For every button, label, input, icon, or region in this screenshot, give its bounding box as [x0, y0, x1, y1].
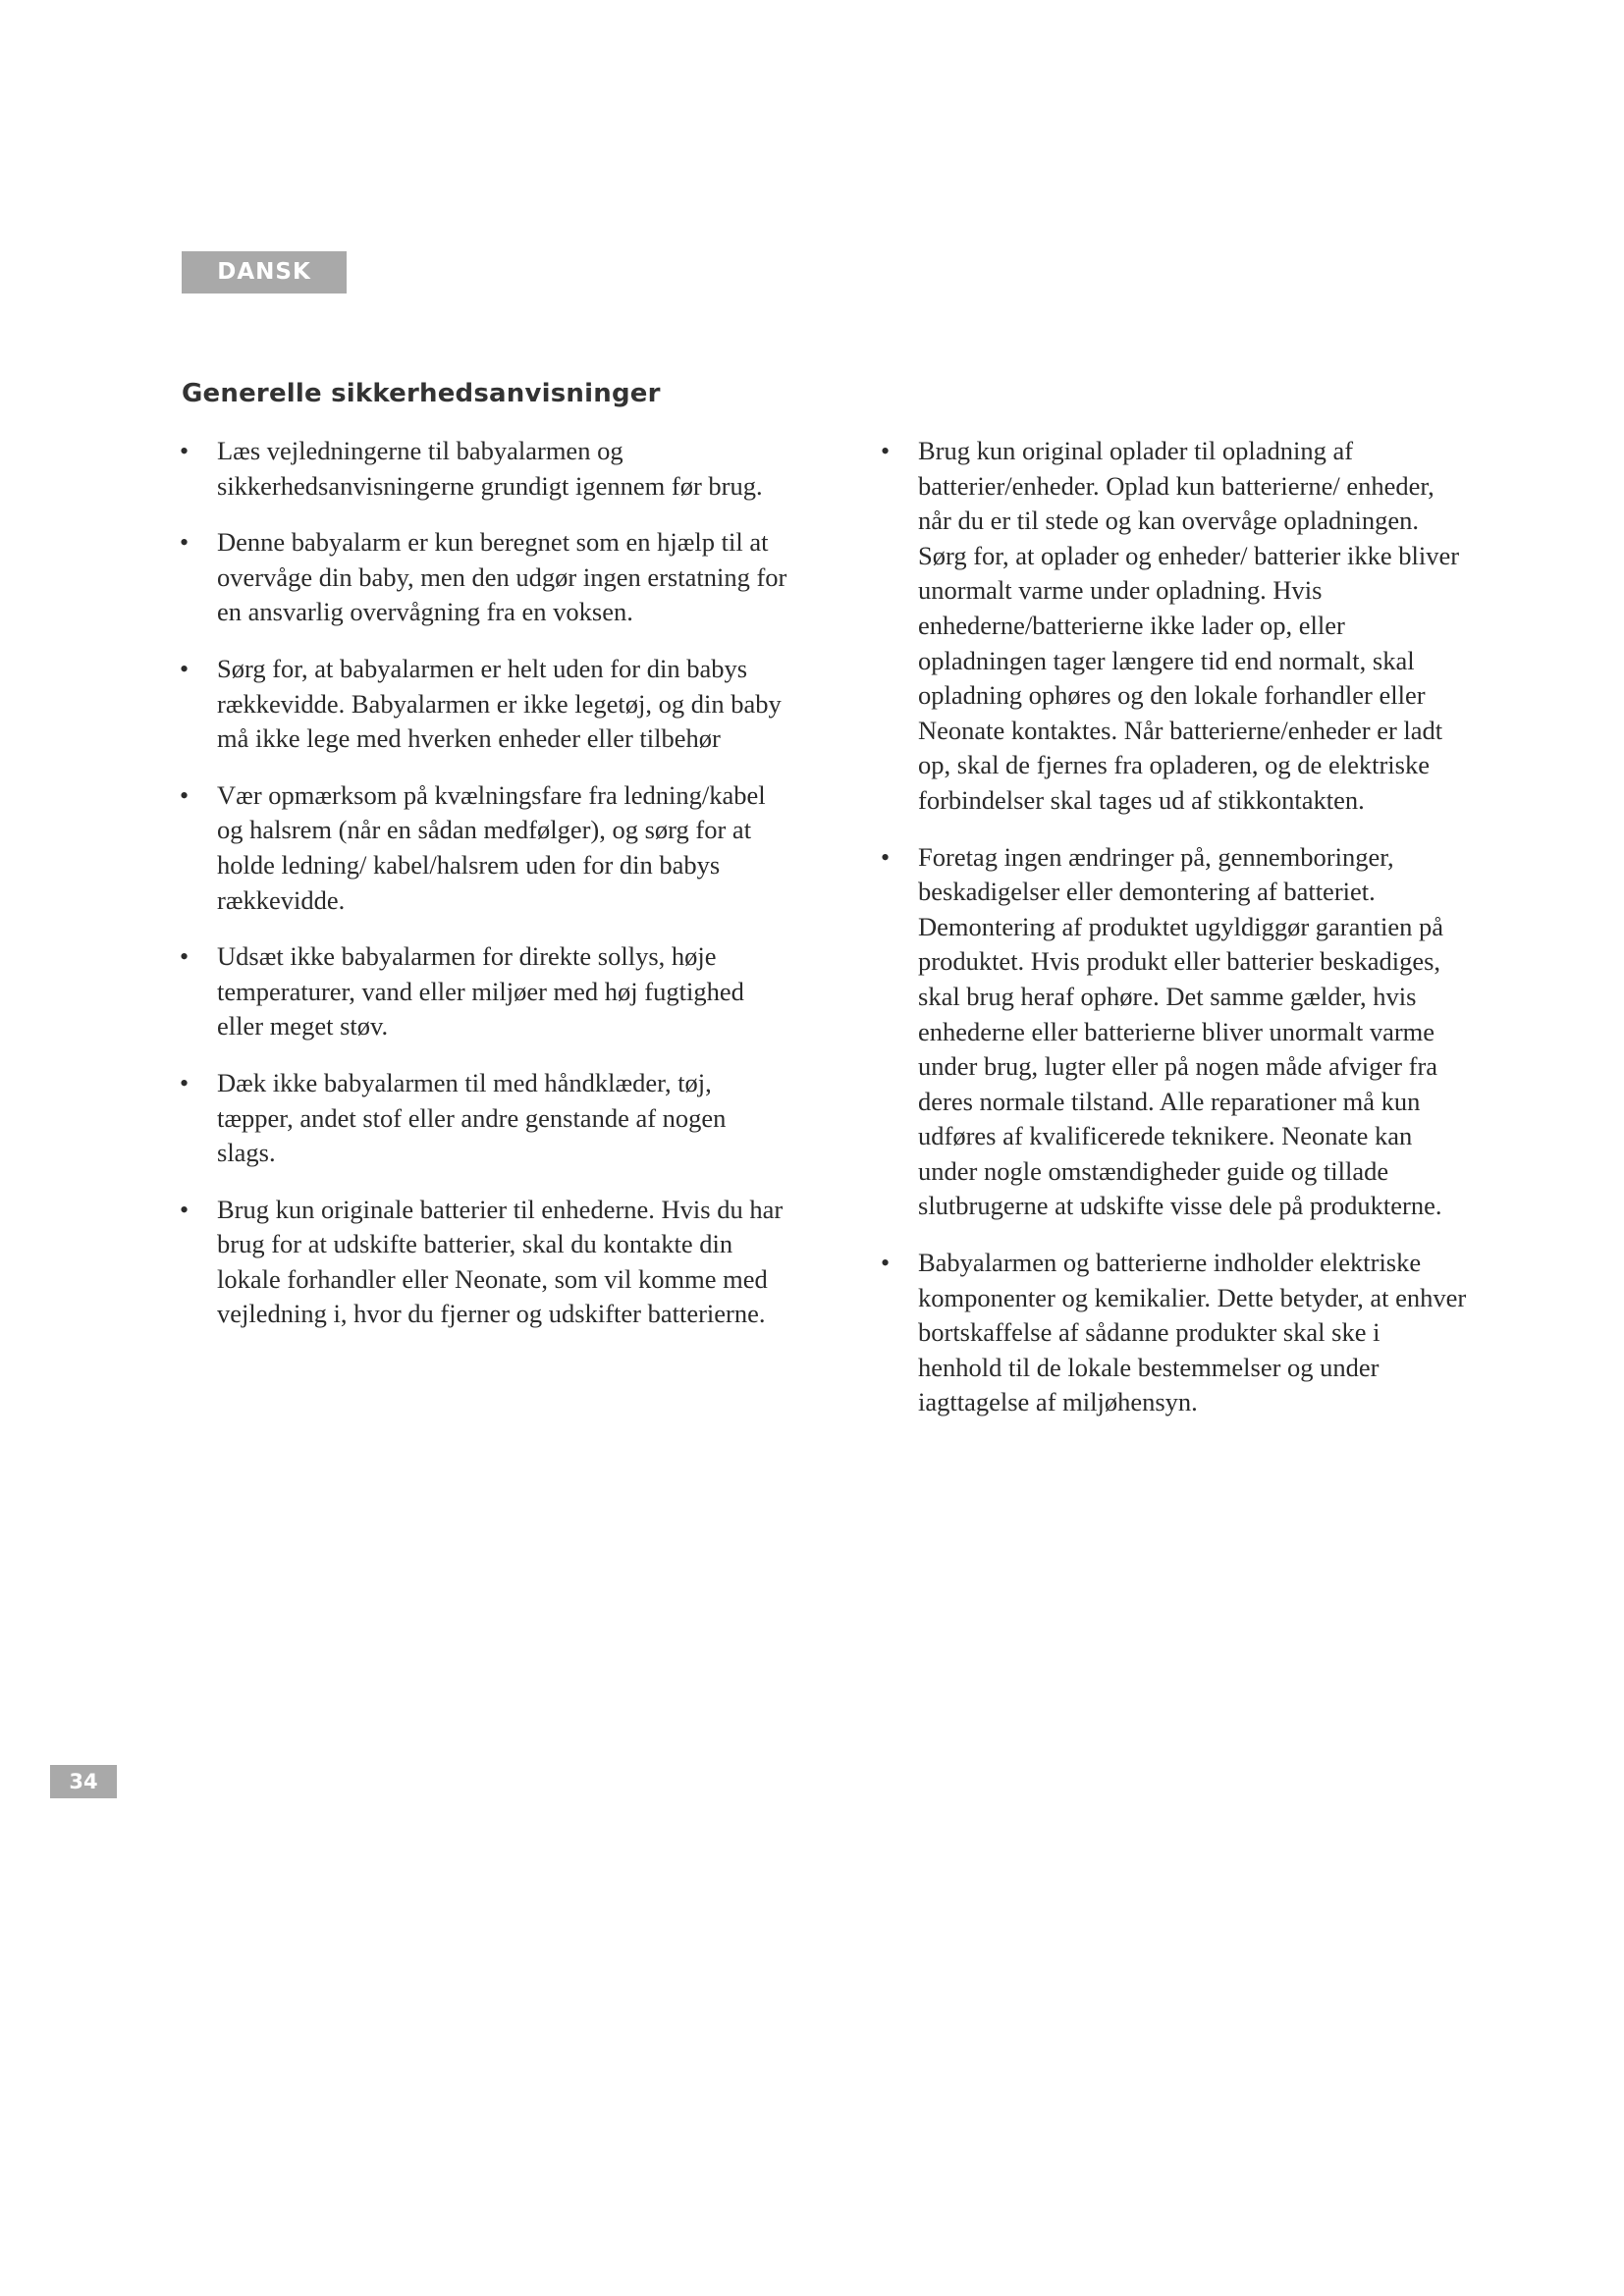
list-item-text: Brug kun originale batterier til enhederne. Hvis du har brug for at udskifte batterier, skal du kontakte din lokale forhandler eller Neonate, som vil komme med vejledning i, hvor du fjerner og udskifter batterierne. — [217, 1194, 784, 1329]
list-item-text: Foretag ingen ændringer på, gennemboringer, beskadigelser eller demontering af batteriet. Demontering af produktet ugyldiggør garantien på produktet. Hvis produkt eller batterier beskadiges, skal brug heraf ophøre. Det samme gælder, hvis enhederne eller batterierne bliver unormalt varme under brug, lugter eller på nogen måde afviger fra deres normale tilstand. Alle reparationer må kun udføres af kvalificerede teknikere. Neonate kan under nogle omstændigheder guide og tillade slutbrugerne at udskifte visse dele på produkterne. — [918, 841, 1443, 1221]
section-title: Generelle sikkerhedsanvisninger — [182, 379, 661, 408]
list-item-text: Læs vejledningerne til babyalarmen og sikkerhedsanvisningerne grundigt igennem før brug. — [217, 436, 763, 501]
list-item-text: Dæk ikke babyalarmen til med håndklæder, tøj, tæpper, andet stof eller andre genstande af nogen slags. — [217, 1067, 727, 1168]
bullet-icon: • — [881, 1249, 891, 1278]
list-item — [881, 1246, 1470, 1420]
list-item-text: Denne babyalarm er kun beregnet som en hjælp til at overvåge din baby, men den udgør ingen erstatning for en ansvarlig overvågning fra en voksen. — [217, 527, 787, 627]
list-item — [881, 840, 1470, 1225]
left-column-list — [180, 434, 788, 1354]
bullet-icon: • — [180, 1195, 189, 1224]
bullet-icon: • — [180, 437, 189, 465]
bullet-icon: • — [180, 780, 189, 810]
list-item — [180, 525, 788, 630]
right-column-list — [881, 434, 1470, 1442]
list-item — [180, 434, 788, 504]
list-item-text: Vær opmærksom på kvælningsfare fra ledning/kabel og halsrem (når en sådan medfølger), og sørg for at holde ledning/ kabel/halsrem uden for din babys rækkevidde. — [217, 779, 766, 915]
list-item — [180, 778, 788, 918]
list-item — [180, 1193, 788, 1332]
bullet-icon: • — [881, 437, 891, 465]
bullet-icon: • — [180, 942, 189, 972]
list-item-text: Udsæt ikke babyalarmen for direkte sollys, høje temperaturer, vand eller miljøer med høj fugtighed eller meget støv. — [217, 941, 744, 1041]
list-item — [180, 652, 788, 757]
list-item-text: Brug kun original oplader til opladning af batterier/enheder. Oplad kun batterierne/ enheder, når du er til stede og kan overvåge opladningen. Sørg for, at oplader og enheder/ batterier ikke bliver unormalt varme under opladning. Hvis enhederne/batterierne ikke lader op, eller opladningen tager længere tid end normalt, skal opladning ophøres og den lokale forhandler eller Neonate kontaktes. Når batterierne/enheder er ladt op, skal de fjernes fra opladeren, og de elektriske forbindelser skal tages ud af stikkontakten. — [918, 436, 1460, 815]
list-item — [180, 939, 788, 1044]
list-item-text: Sørg for, at babyalarmen er helt uden for din babys rækkevidde. Babyalarmen er ikke legetøj, og din baby må ikke lege med hverken enheder eller tilbehør — [217, 653, 782, 754]
list-item — [180, 1066, 788, 1171]
bullet-icon: • — [180, 1068, 189, 1097]
list-item-text: Babyalarmen og batterierne indholder elektriske komponenter og kemikalier. Dette betyder, at enhver bortskaffelse af sådanne produkter skal ske i henhold til de lokale bestemmelser og under iagttagelse af miljøhensyn. — [918, 1248, 1467, 1417]
bullet-icon: • — [180, 528, 189, 558]
bullet-icon: • — [180, 654, 189, 683]
list-item — [881, 434, 1470, 819]
page-number: 34 — [50, 1765, 117, 1798]
language-tab: DANSK — [182, 251, 347, 294]
bullet-icon: • — [881, 842, 891, 872]
